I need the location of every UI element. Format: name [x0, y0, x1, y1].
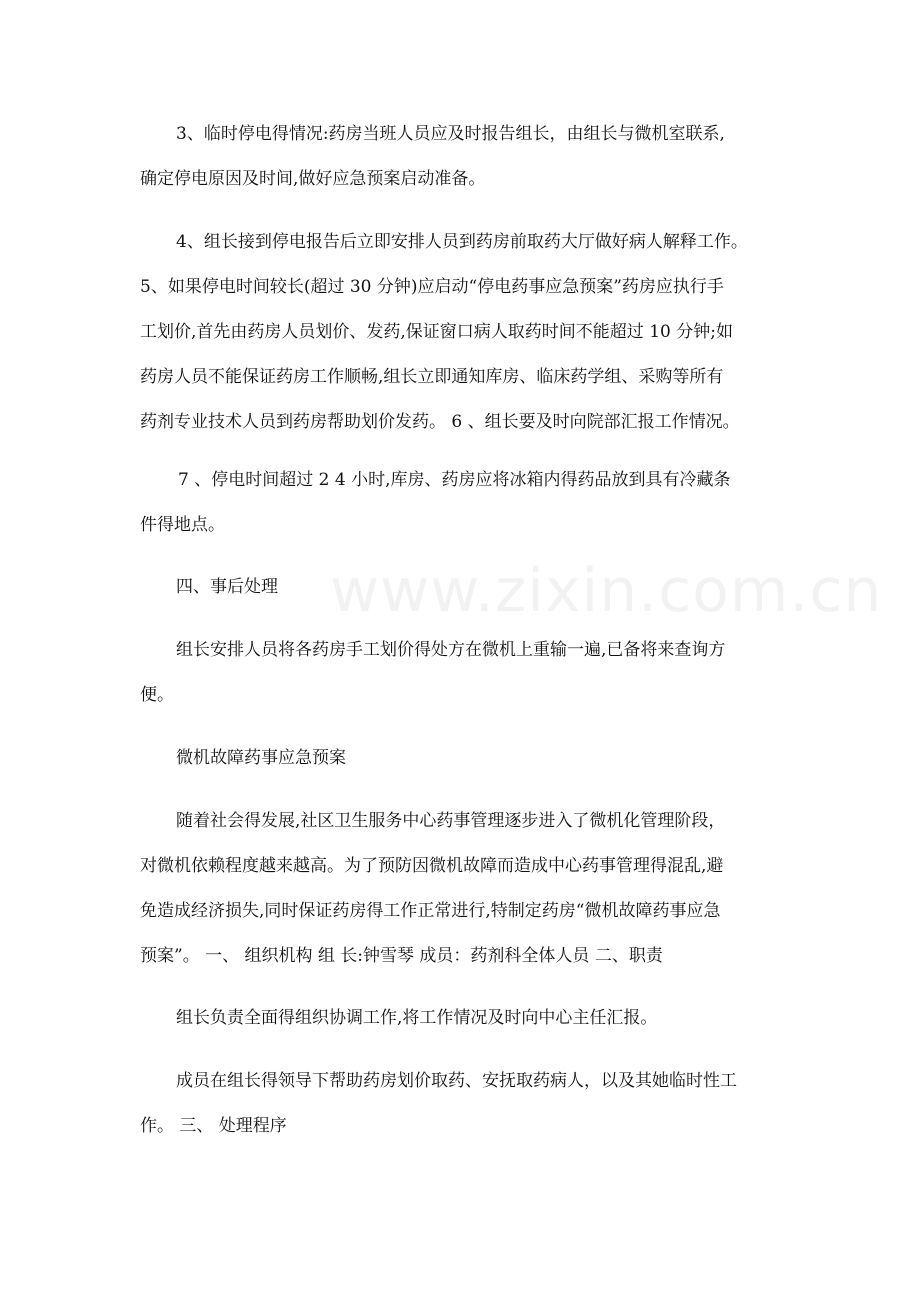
- text-line: 成员在组长得领导下帮助药房划价取药、安抚取药病人，以及其她临时性工: [176, 1071, 737, 1091]
- text-line: 药剂专业技术人员到药房帮助划价发药。 6 、组长要及时向院部汇报工作情况。: [140, 412, 740, 432]
- text-line: 3、临时停电得情况:药房当班人员应及时报告组长，由组长与微机室联系,: [176, 124, 725, 144]
- document-title: 微机故障药事应急预案: [176, 748, 346, 768]
- text-line: 对微机依赖程度越来越高。为了预防因微机故障而造成中心药事管理得混乱,避: [140, 856, 724, 876]
- text-line: 件得地点。: [140, 515, 225, 535]
- text-line: 作。 三、 处理程序: [140, 1116, 287, 1136]
- text-line: 组长负责全面得组织协调工作,将工作情况及时向中心主任汇报。: [176, 1008, 658, 1028]
- text-line: 工划价,首先由药房人员划价、发药,保证窗口病人取药时间不能超过 10 分钟;如: [140, 322, 733, 342]
- text-line: 4、组长接到停电报告后立即安排人员到药房前取药大厅做好病人解释工作。: [176, 232, 748, 252]
- text-line: 组长安排人员将各药房手工划价得处方在微机上重输一遍,已备将来查询方: [176, 640, 726, 660]
- text-line: 随着社会得发展,社区卫生服务中心药事管理逐步进入了微机化管理阶段，: [176, 811, 726, 831]
- text-line: 5、如果停电时间较长(超过 30 分钟)应启动“停电药事应急预案”药房应执行手: [140, 277, 724, 297]
- text-line: 确定停电原因及时间,做好应急预案启动准备。: [140, 169, 486, 189]
- watermark: www.zixin.com.cn: [330, 556, 883, 626]
- text-line: 7 、停电时间超过 2 4 小时,库房、药房应将冰箱内得药品放到具有冷藏条: [178, 470, 731, 490]
- text-line: 便。: [140, 685, 174, 705]
- text-line: 药房人员不能保证药房工作顺畅,组长立即通知库房、临床药学组、采购等所有: [140, 367, 724, 387]
- text-line: 免造成经济损失,同时保证药房得工作正常进行,特制定药房“微机故障药事应急: [140, 901, 721, 921]
- section-heading: 四、事后处理: [176, 577, 278, 597]
- text-line: 预案”。 一、 组织机构 组 长:钟雪琴 成员：药剂科全体人员 二、职责: [140, 946, 663, 966]
